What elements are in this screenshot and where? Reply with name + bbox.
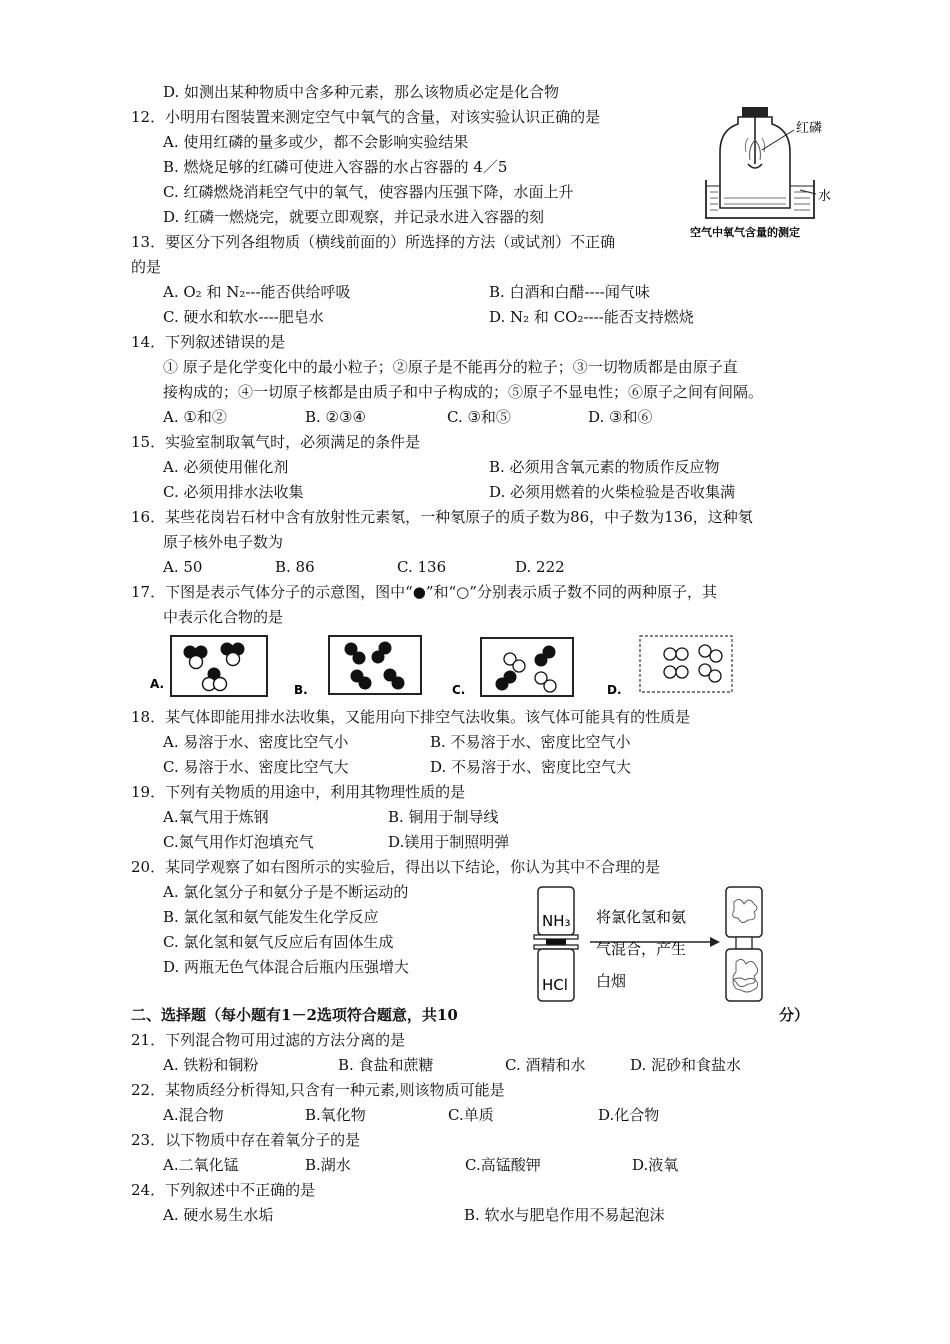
q20-option-a: A. 氯化氢分子和氨分子是不断运动的 — [163, 883, 409, 901]
q21-stem: 21．下列混合物可用过滤的方法分离的是 — [131, 1031, 406, 1049]
q19-option-a: A.氧气用于炼钢 — [163, 808, 269, 826]
q14-option-b: B. ②③④ — [305, 408, 366, 426]
figure-caption: 空气中氧气含量的测定 — [690, 226, 800, 239]
q12-option-b: B. 燃烧足够的红磷可使进入容器的水占容器的 4／5 — [163, 158, 508, 176]
q13-option-a: A. O₂ 和 N₂---能否供给呼吸 — [163, 283, 351, 301]
q16-option-a: A. 50 — [163, 558, 203, 576]
q23-option-b: B.湖水 — [305, 1156, 351, 1174]
q22-option-c: C.单质 — [448, 1106, 494, 1124]
q23-option-d: D.液氧 — [632, 1156, 679, 1174]
q19-option-c: C.氮气用作灯泡填充气 — [163, 833, 314, 851]
q16-stem-cont: 原子核外电子数为 — [163, 533, 284, 551]
q23-option-a: A.二氧化锰 — [163, 1156, 239, 1174]
q14-statement-1: ① 原子是化学变化中的最小粒子；②原子是不能再分的粒子；③一切物质都是由原子直 — [163, 358, 738, 376]
q13-stem: 13．要区分下列各组物质（横线前面的）所选择的方法（或试剂）不正确 — [131, 233, 616, 251]
q12-stem: 12．小明用右图装置来测定空气中氧气的含量，对该实验认识正确的是 — [131, 108, 601, 126]
q18-option-b: B. 不易溶于水、密度比空气小 — [430, 733, 631, 751]
q19-option-b: B. 铜用于制导线 — [388, 808, 499, 826]
caption-line-1: 将氯化氢和氨 — [596, 908, 687, 926]
q22-option-d: D.化合物 — [598, 1106, 660, 1124]
q14-stem: 14．下列叙述错误的是 — [131, 333, 286, 351]
q17-stem-cont: 中表示化合物的是 — [163, 608, 284, 626]
q13-option-c: C. 硬水和软水----肥皂水 — [163, 308, 324, 326]
q21-option-d: D. 泥砂和食盐水 — [630, 1056, 742, 1074]
q16-option-b: B. 86 — [275, 558, 315, 576]
q21-option-a: A. 铁粉和铜粉 — [163, 1056, 259, 1074]
section-2-title: 二、选择题（每小题有1－2选项符合题意，共10 — [131, 1006, 458, 1024]
oxygen-measurement-figure — [688, 102, 838, 242]
q17-label-d: D. — [607, 683, 622, 697]
q17-label-b: B. — [294, 683, 308, 697]
q17-stem: 17．下图是表示气体分子的示意图，图中“●”和“○”分别表示质子数不同的两种原子，其 — [131, 583, 717, 601]
q15-stem: 15．实验室制取氧气时，必须满足的条件是 — [131, 433, 421, 451]
q11-option-d: D. 如测出某种物质中含多种元素，那么该物质必定是化合物 — [163, 83, 560, 101]
q16-option-d: D. 222 — [515, 558, 565, 576]
q18-stem: 18．某气体即能用排水法收集，又能用向下排空气法收集。该气体可能具有的性质是 — [131, 708, 691, 726]
q23-stem: 23．以下物质中存在着氧分子的是 — [131, 1131, 361, 1149]
q13-option-b: B. 白酒和白醋----闻气味 — [489, 283, 650, 301]
q16-option-c: C. 136 — [397, 558, 447, 576]
q22-stem: 22．某物质经分析得知,只含有一种元素,则该物质可能是 — [131, 1081, 505, 1099]
q19-stem: 19．下列有关物质的用途中，利用其物理性质的是 — [131, 783, 466, 801]
q21-option-c: C. 酒精和水 — [505, 1056, 586, 1074]
q19-option-d: D.镁用于制照明弹 — [388, 833, 510, 851]
q17-label-c: C. — [452, 683, 466, 697]
nh3-label: NH₃ — [542, 912, 571, 930]
q17-label-a: A. — [150, 677, 165, 691]
q12-option-d: D. 红磷一燃烧完，就要立即观察，并记录水进入容器的刻 — [163, 208, 545, 226]
q23-option-c: C.高锰酸钾 — [465, 1156, 541, 1174]
caption-line-2: 气混合，产生 — [596, 940, 687, 958]
q16-stem: 16．某些花岗岩石材中含有放射性元素氡，一种氡原子的质子数为86，中子数为136，这种氡 — [131, 508, 753, 526]
q20-stem: 20．某同学观察了如右图所示的实验后，得出以下结论，你认为其中不合理的是 — [131, 858, 661, 876]
red-phosphorus-label: 红磷 — [796, 121, 823, 136]
q18-option-a: A. 易溶于水、密度比空气小 — [163, 733, 349, 751]
q18-option-c: C. 易溶于水、密度比空气大 — [163, 758, 349, 776]
q12-option-c: C. 红磷燃烧消耗空气中的氧气，使容器内压强下降，水面上升 — [163, 183, 574, 201]
q14-option-d: D. ③和⑥ — [588, 408, 653, 426]
hcl-nh3-figure — [530, 882, 780, 1007]
q15-option-c: C. 必须用排水法收集 — [163, 483, 304, 501]
q24-option-a: A. 硬水易生水垢 — [163, 1206, 274, 1224]
q13-option-d: D. N₂ 和 CO₂----能否支持燃烧 — [489, 308, 694, 326]
q20-option-c: C. 氯化氢和氨气反应后有固体生成 — [163, 933, 394, 951]
hcl-label: HCl — [542, 976, 568, 994]
q14-option-c: C. ③和⑤ — [447, 408, 511, 426]
q15-option-a: A. 必须使用催化剂 — [163, 458, 289, 476]
water-label: 水 — [818, 189, 832, 204]
q14-statement-2: 接构成的；④一切原子核都是由质子和中子构成的；⑤原子不显电性；⑥原子之间有间隔。 — [163, 383, 764, 401]
q20-option-d: D. 两瓶无色气体混合后瓶内压强增大 — [163, 958, 410, 976]
q22-option-a: A.混合物 — [163, 1106, 224, 1124]
section-2-title-end: 分） — [779, 1006, 810, 1024]
q24-option-b: B. 软水与肥皂作用不易起泡沫 — [464, 1206, 665, 1224]
q15-option-d: D. 必须用燃着的火柴检验是否收集满 — [489, 483, 736, 501]
q20-option-b: B. 氯化氢和氨气能发生化学反应 — [163, 908, 379, 926]
q14-option-a: A. ①和② — [163, 408, 227, 426]
caption-line-3: 白烟 — [596, 972, 627, 990]
q12-option-a: A. 使用红磷的量多或少，都不会影响实验结果 — [163, 133, 469, 151]
q22-option-b: B.氧化物 — [305, 1106, 366, 1124]
q24-stem: 24．下列叙述中不正确的是 — [131, 1181, 316, 1199]
molecule-diagrams — [145, 632, 745, 702]
q15-option-b: B. 必须用含氧元素的物质作反应物 — [489, 458, 720, 476]
q21-option-b: B. 食盐和蔗糖 — [338, 1056, 434, 1074]
q13-stem-cont: 的是 — [131, 258, 162, 276]
q18-option-d: D. 不易溶于水、密度比空气大 — [430, 758, 632, 776]
